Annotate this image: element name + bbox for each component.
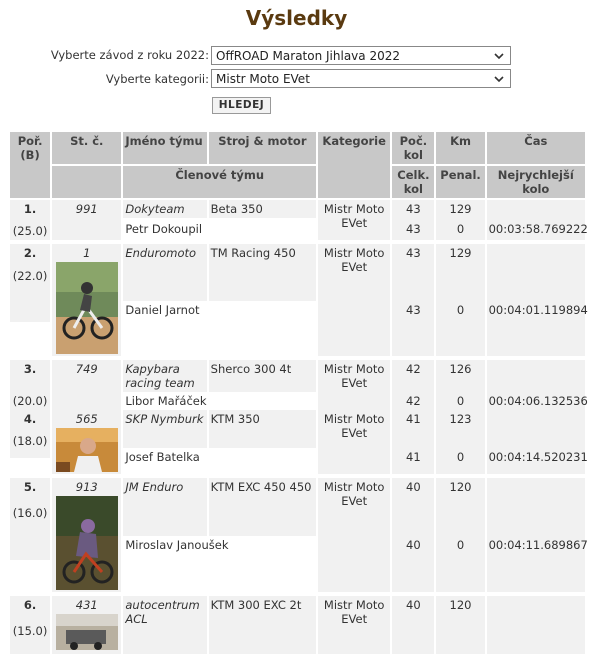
team-member-name: Libor Mařáček bbox=[123, 392, 316, 410]
header-category: Kategorie bbox=[318, 132, 390, 200]
start-number-link[interactable] bbox=[52, 478, 121, 592]
rank-value: 2. bbox=[10, 244, 50, 301]
category-value: Mistr Moto EVet bbox=[318, 410, 390, 474]
header-laps: Poč. kol bbox=[392, 132, 434, 166]
points-value: (22.0) bbox=[10, 267, 50, 322]
header-rank: Poř. (B) bbox=[10, 132, 50, 200]
category-value: Mistr Moto EVet bbox=[318, 596, 390, 654]
laps-value: 40 bbox=[392, 478, 434, 536]
points-value: (18.0) bbox=[10, 432, 50, 458]
laps-value: 41 bbox=[392, 410, 434, 448]
team-name-link[interactable]: Enduromoto bbox=[123, 244, 206, 301]
team-photo[interactable] bbox=[56, 496, 118, 590]
rank-value: 3. bbox=[10, 360, 50, 392]
team-photo[interactable] bbox=[56, 262, 118, 354]
category-value: Mistr Moto EVet bbox=[318, 360, 390, 410]
rank-value bbox=[10, 596, 50, 654]
start-number-link[interactable] bbox=[52, 410, 121, 474]
table-row bbox=[10, 410, 585, 448]
category-value: Mistr Moto EVet bbox=[318, 244, 390, 356]
start-number-text: 913 bbox=[75, 480, 98, 494]
category-value: Mistr Moto EVet bbox=[318, 478, 390, 592]
bike-value: Beta 350 bbox=[209, 200, 316, 218]
start-number-text: 565 bbox=[75, 412, 98, 426]
points-value: (25.0) bbox=[10, 218, 50, 240]
header-time: Čas bbox=[487, 132, 585, 166]
team-name-link[interactable]: Kapybara racing team bbox=[123, 360, 206, 392]
bike-value: Sherco 300 4t bbox=[209, 360, 316, 392]
team-photo[interactable] bbox=[56, 614, 118, 650]
points-value: (20.0) bbox=[10, 392, 50, 410]
rank-value: 1. bbox=[10, 200, 50, 218]
header-km: Km bbox=[436, 132, 484, 166]
team-name-link[interactable]: autocentrum ACL bbox=[123, 596, 206, 654]
start-number-link[interactable]: 749 bbox=[52, 360, 121, 392]
header-start-number: St. č. bbox=[52, 132, 121, 166]
points-value: (16.0) bbox=[10, 504, 50, 560]
category-select[interactable] bbox=[211, 69, 511, 88]
points-value: (15.0) bbox=[12, 624, 48, 638]
laps-value: 40 bbox=[392, 596, 434, 654]
header-bike: Stroj & motor bbox=[209, 132, 316, 166]
chevron-down-icon bbox=[494, 51, 504, 61]
header-team-members: Členové týmu bbox=[123, 166, 316, 200]
team-member-name: Miroslav Janoušek bbox=[123, 536, 316, 592]
fastest-lap-value: 00:04:14.520231 bbox=[487, 448, 585, 474]
rank-value: 5. bbox=[10, 478, 50, 536]
rank-text: 6. bbox=[23, 598, 37, 612]
total-laps-value: 41 bbox=[392, 448, 434, 474]
penalty-value: 0 bbox=[436, 392, 484, 410]
fastest-lap-value: 00:04:06.132536 bbox=[488, 394, 588, 408]
bike-value: KTM 350 bbox=[209, 410, 316, 448]
total-laps-value: 43 bbox=[392, 218, 434, 240]
header-fastest-lap: Nejrychlejší kolo bbox=[487, 166, 585, 200]
team-member-name: Daniel Jarnot bbox=[123, 301, 316, 356]
km-value: 123 bbox=[436, 410, 484, 448]
race-select-label: Vyberte závod z roku 2022: bbox=[50, 48, 209, 62]
total-laps-value: 42 bbox=[392, 392, 434, 410]
table-row-member bbox=[10, 392, 585, 410]
table-row-member bbox=[10, 218, 585, 240]
start-number-link[interactable] bbox=[52, 596, 121, 654]
km-value: 120 bbox=[436, 478, 484, 536]
team-name-link[interactable]: JM Enduro bbox=[123, 478, 206, 536]
fastest-lap-value: 00:04:11.689867 bbox=[487, 536, 585, 592]
header-penalty: Penal. bbox=[436, 166, 484, 200]
category-select-value: Mistr Moto EVet bbox=[216, 71, 310, 86]
total-laps-value: 40 bbox=[392, 536, 434, 592]
start-number-link[interactable]: 991 bbox=[52, 200, 121, 218]
penalty-value: 0 bbox=[436, 218, 484, 240]
page-title: Výsledky bbox=[245, 6, 348, 30]
team-photo[interactable] bbox=[56, 428, 118, 472]
penalty-value: 0 bbox=[436, 536, 484, 592]
km-value: 126 bbox=[436, 360, 484, 392]
results-table bbox=[8, 132, 587, 654]
bike-value: KTM 300 EXC 2t bbox=[209, 596, 316, 654]
table-row bbox=[10, 360, 585, 392]
category-value: Mistr Moto EVet bbox=[318, 200, 390, 240]
search-button[interactable]: HLEDEJ bbox=[212, 97, 271, 114]
start-number-text: 431 bbox=[75, 598, 98, 612]
table-row bbox=[10, 478, 585, 536]
laps-value: 43 bbox=[392, 244, 434, 301]
fastest-lap-value: 00:04:01.119894 bbox=[487, 301, 585, 356]
team-name-link[interactable]: Dokyteam bbox=[123, 200, 206, 218]
table-row bbox=[10, 596, 585, 654]
race-select[interactable] bbox=[211, 46, 511, 65]
start-number-link[interactable] bbox=[52, 244, 121, 356]
km-value: 129 bbox=[436, 200, 484, 218]
table-row bbox=[10, 200, 585, 218]
km-value: 120 bbox=[436, 596, 484, 654]
table-row bbox=[10, 244, 585, 301]
team-member-name: Petr Dokoupil bbox=[123, 218, 316, 240]
category-select-label: Vyberte kategorii: bbox=[105, 72, 209, 86]
laps-value: 42 bbox=[392, 360, 434, 392]
chevron-down-icon bbox=[494, 74, 504, 84]
fastest-lap-value: 00:03:58.769222 bbox=[487, 218, 585, 240]
penalty-value: 0 bbox=[436, 301, 484, 356]
team-name-link[interactable]: SKP Nymburk bbox=[123, 410, 206, 448]
penalty-value: 0 bbox=[436, 448, 484, 474]
total-laps-value: 43 bbox=[392, 301, 434, 356]
header-team-name: Jméno týmu bbox=[123, 132, 206, 166]
bike-value: KTM EXC 450 450 bbox=[209, 478, 316, 536]
header-total-laps: Celk. kol bbox=[392, 166, 434, 200]
km-value: 129 bbox=[436, 244, 484, 301]
team-member-name: Josef Batelka bbox=[123, 448, 316, 474]
rank-value: 4. bbox=[10, 410, 50, 448]
start-number-text: 1 bbox=[83, 246, 91, 260]
bike-value: TM Racing 450 bbox=[209, 244, 316, 301]
laps-value: 43 bbox=[392, 200, 434, 218]
race-select-value: OffROAD Maraton Jihlava 2022 bbox=[216, 48, 400, 63]
